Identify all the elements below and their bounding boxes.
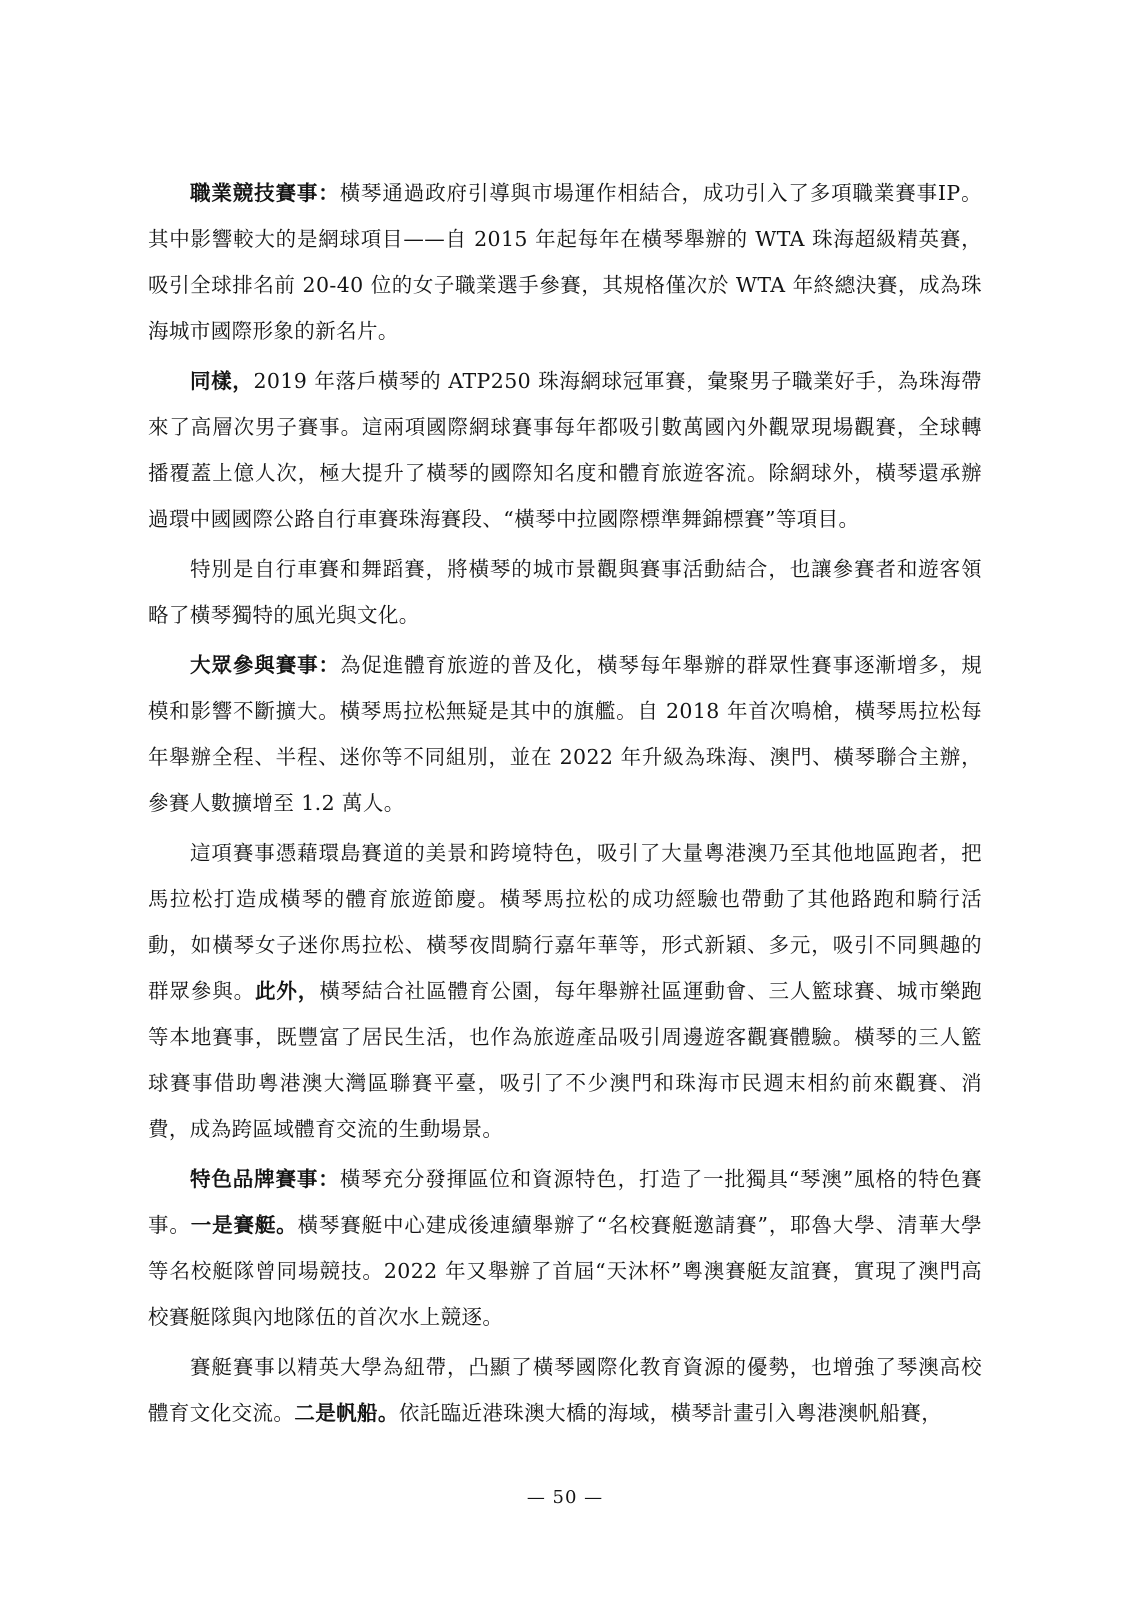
paragraph-text: 這項賽事憑藉環島賽道的美景和跨境特色，吸引了大量粵港澳乃至其他地區跑者，把馬拉松打造成橫琴的體育旅遊節慶。橫琴馬拉松的成功經驗也帶動了其他路跑和騎行活動，如橫琴女子迷你馬拉松、橫琴夜間騎行嘉年華等，形式新穎、多元，吸引不同興趣的群眾參與。	[148, 841, 982, 1003]
paragraph-lead-label: 同樣，	[190, 369, 254, 393]
paragraph-lead-label: 大眾參與賽事：	[190, 653, 340, 677]
paragraph-rowing-sailing	[148, 1344, 982, 1436]
paragraph-lead-label: 特色品牌賽事：	[190, 1167, 340, 1191]
paragraph-text: 橫琴充分發揮區位和資源特色，打造了一批獨具“琴澳”風格的特色賽事。	[148, 1167, 982, 1237]
paragraph-inline-bold: 二是帆船。	[294, 1401, 399, 1425]
paragraph-text: 橫琴通過政府引導與市場運作相結合，成功引入了多項職業賽事IP。其中影響較大的是網球項目——自 2015 年起每年在橫琴舉辦的 WTA 珠海超級精英賽，吸引全球排名前 20-40 位的女子職業選手參賽，其規格僅次於 WTA 年終總決賽，成為珠海城市國際形象的新名片。	[148, 181, 982, 343]
paragraph-text: 特別是自行車賽和舞蹈賽，將橫琴的城市景觀與賽事活動結合，也讓參賽者和遊客領略了橫琴獨特的風光與文化。	[148, 557, 982, 627]
paragraph-text-continued: 橫琴賽艇中心建成後連續舉辦了“名校賽艇邀請賽”，耶魯大學、清華大學等名校艇隊曾同場競技。2022 年又舉辦了首屆“天沐杯”粵澳賽艇友誼賽，實現了澳門高校賽艇隊與內地隊伍的首次水上競逐。	[148, 1213, 982, 1329]
paragraph-text: 為促進體育旅遊的普及化，橫琴每年舉辦的群眾性賽事逐漸增多，規模和影響不斷擴大。橫琴馬拉松無疑是其中的旗艦。自 2018 年首次鳴槍，橫琴馬拉松每年舉辦全程、半程、迷你等不同組別，並在 2022 年升級為珠海、澳門、橫琴聯合主辦，參賽人數擴增至 1.2 萬人。	[148, 653, 982, 815]
paragraph-cycling-dance	[148, 546, 982, 638]
paragraph-atp250	[148, 358, 982, 542]
page-number: — 50 —	[526, 1487, 604, 1508]
paragraph-mass-participation	[148, 642, 982, 826]
paragraph-professional-events	[148, 170, 982, 354]
paragraph-marathon-effect	[148, 830, 982, 1152]
document-body	[148, 170, 982, 1436]
paragraph-text-continued: 依託臨近港珠澳大橋的海域，橫琴計畫引入粵港澳帆船賽，	[398, 1401, 943, 1425]
paragraph-text: 賽艇賽事以精英大學為紐帶，凸顯了橫琴國際化教育資源的優勢，也增強了琴澳高校體育文化交流。	[148, 1355, 982, 1425]
paragraph-text-continued: 橫琴結合社區體育公園，每年舉辦社區運動會、三人籃球賽、城市樂跑等本地賽事，既豐富了居民生活，也作為旅遊產品吸引周邊遊客觀賽體驗。橫琴的三人籃球賽事借助粵港澳大灣區聯賽平臺，吸引了不少澳門和珠海市民週末相約前來觀賽、消費，成為跨區域體育交流的生動場景。	[148, 979, 983, 1141]
paragraph-lead-label: 職業競技賽事：	[190, 181, 340, 205]
paragraph-inline-bold: 此外，	[255, 979, 320, 1003]
paragraph-inline-bold: 一是賽艇。	[190, 1213, 298, 1237]
paragraph-brand-events	[148, 1156, 982, 1340]
paragraph-text: 2019 年落戶橫琴的 ATP250 珠海網球冠軍賽，彙聚男子職業好手，為珠海帶來了高層次男子賽事。這兩項國際網球賽事每年都吸引數萬國內外觀眾現場觀賽，全球轉播覆蓋上億人次，極大提升了橫琴的國際知名度和體育旅遊客流。除網球外，橫琴還承辦過環中國國際公路自行車賽珠海賽段、“橫琴中拉國際標準舞錦標賽”等項目。	[148, 369, 983, 531]
